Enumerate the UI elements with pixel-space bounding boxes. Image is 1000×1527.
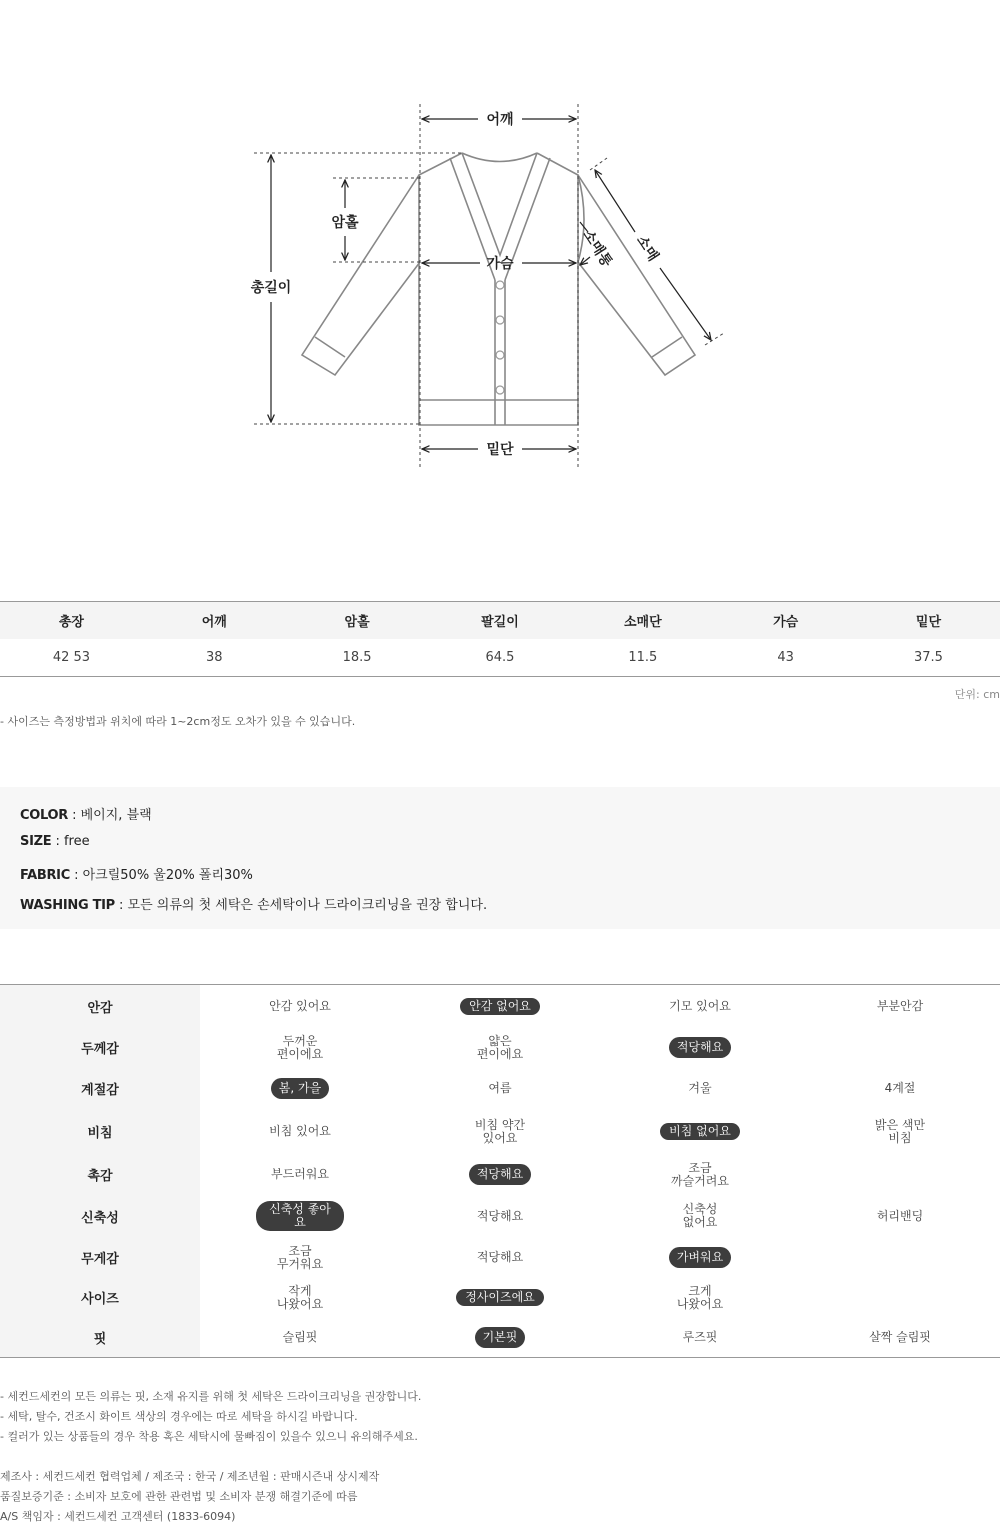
feature-option-cell: [400, 1109, 600, 1154]
feature-row: [0, 1278, 1000, 1317]
feature-option: 비침 약간 있어요: [474, 1117, 526, 1145]
feature-label: 핏: [0, 1317, 200, 1357]
feature-label: 두께감: [0, 1027, 200, 1068]
size-header-cell: 암홀: [344, 615, 370, 630]
feature-option-cell: [200, 1027, 400, 1068]
washing-line: [20, 894, 487, 913]
size-value-cell: 37.5: [914, 650, 943, 665]
color-key: COLOR: [20, 808, 68, 823]
feature-option-selected: 기본핏: [475, 1327, 526, 1348]
feature-option-cell: [200, 1109, 400, 1154]
feature-option-cell: [400, 1278, 600, 1317]
feature-label: 신축성: [0, 1195, 200, 1237]
as-info: A/S 책임자 : 세컨드세컨 고객센터 (1833-6094): [0, 1510, 236, 1523]
feature-option: 두꺼운 편이에요: [276, 1033, 324, 1061]
feature-option-cell: [400, 1027, 600, 1068]
feature-option-cell: [200, 1278, 400, 1317]
feature-option-cell: [800, 1027, 1000, 1068]
size-table: [0, 601, 1000, 677]
fabric-key: FABRIC: [20, 868, 70, 883]
size-header-cell: 밑단: [915, 615, 942, 630]
sleeve-label: 소매: [633, 232, 662, 265]
warranty-info: 품질보증기준 : 소비자 보호에 관한 관련법 및 소비자 분쟁 해결기준에 따름: [0, 1490, 358, 1503]
feature-option-cell: [400, 985, 600, 1027]
feature-option: 허리밴딩: [876, 1208, 924, 1223]
feature-option: 신축성 없어요: [682, 1202, 718, 1229]
total-length-label: 총길이: [250, 280, 292, 296]
feature-row: [0, 985, 1000, 1027]
color-line: [20, 804, 152, 823]
feature-row: [0, 1154, 1000, 1195]
size-line: [20, 834, 90, 849]
feature-option-cell: [600, 1027, 800, 1068]
size-value-cell: 64.5: [485, 650, 515, 665]
feature-row: [0, 1109, 1000, 1154]
feature-option: 겨울: [688, 1081, 712, 1095]
feature-option-cell: [600, 1109, 800, 1154]
feature-row: [0, 1195, 1000, 1237]
feature-option: 조금 까슬거려요: [671, 1160, 729, 1188]
feature-option-cell: [200, 1154, 400, 1195]
size-value-cell: 18.5: [342, 650, 372, 665]
feature-option-cell: [600, 1237, 800, 1278]
feature-option-cell: [600, 1195, 800, 1237]
size-value-cell: 42 53: [52, 650, 91, 665]
feature-option-cell: [400, 1154, 600, 1195]
feature-option: 살짝 슬림핏: [869, 1329, 931, 1344]
size-key: SIZE: [20, 834, 52, 849]
feature-option-cell: [200, 1317, 400, 1357]
color-value: : 베이지, 블랙: [67, 808, 152, 823]
size-header-cell: 소매단: [623, 615, 662, 630]
size-value-cell: 11.5: [628, 650, 658, 665]
feature-option-selected: 신축성 좋아요: [256, 1201, 344, 1231]
feature-label: 촉감: [0, 1154, 200, 1195]
feature-option: 조금 무거워요: [276, 1243, 324, 1271]
size-error-note: - 사이즈는 측정방법과 위치에 따라 1~2cm정도 오차가 있을 수 있습니다.: [0, 715, 356, 728]
feature-option-cell: [800, 1109, 1000, 1154]
feature-option-cell: [200, 1237, 400, 1278]
care-note: - 세컨드세컨의 모든 의류는 핏, 소재 유지를 위해 첫 세탁은 드라이크리닝을 권장합니다.: [0, 1390, 422, 1403]
feature-option-cell: [800, 1195, 1000, 1237]
feature-option-cell: [600, 1317, 800, 1357]
size-value-cell: 43: [777, 650, 794, 665]
feature-option-cell: [600, 985, 800, 1027]
feature-option-cell: [800, 1237, 1000, 1278]
feature-option-selected: 정사이즈에요: [456, 1289, 544, 1306]
product-feature-table: [0, 984, 1000, 1358]
feature-option-cell: [600, 1154, 800, 1195]
shoulder-label: 어깨: [486, 112, 514, 128]
feature-option-cell: [600, 1068, 800, 1109]
washing-value: : 모든 의류의 첫 세탁은 손세탁이나 드라이크리닝을 권장 합니다.: [114, 898, 488, 913]
size-value: : free: [51, 834, 90, 849]
feature-option-cell: [800, 985, 1000, 1027]
size-header-cell: 팔길이: [481, 615, 519, 630]
feature-label: 계절감: [0, 1068, 200, 1109]
size-table-header: [0, 602, 1000, 639]
feature-row: [0, 1027, 1000, 1068]
cuff-arrow-down: [580, 257, 590, 265]
hem-label: 밑단: [486, 442, 514, 458]
feature-option-cell: [400, 1237, 600, 1278]
unit-note: 단위: cm: [954, 688, 1000, 701]
size-value-cell: 38: [205, 650, 223, 665]
washing-key: WASHING TIP: [20, 898, 115, 913]
armhole-label: 암홀: [331, 215, 359, 231]
feature-option-selected: 안감 없어요: [460, 998, 540, 1015]
feature-option: 루즈핏: [682, 1329, 718, 1344]
feature-option-selected: 적당해요: [669, 1037, 731, 1058]
feature-option: 기모 있어요: [669, 998, 731, 1013]
feature-option-selected: 봄, 가을: [271, 1078, 329, 1099]
feature-option: 적당해요: [476, 1250, 524, 1264]
product-info-box: [0, 787, 1000, 929]
feature-label: 무게감: [0, 1237, 200, 1278]
feature-option-cell: [400, 1068, 600, 1109]
care-note: - 세탁, 탈수, 건조시 화이트 색상의 경우에는 따로 세탁을 하시길 바랍니다.: [0, 1410, 358, 1423]
garment-size-diagram: [0, 0, 1000, 560]
feature-option-cell: [800, 1317, 1000, 1357]
feature-option-selected: 가벼워요: [669, 1247, 731, 1268]
cardigan-buttons: [496, 281, 504, 394]
size-header-cell: 어깨: [201, 615, 227, 630]
chest-label: 가슴: [486, 256, 514, 272]
feature-option: 슬림핏: [282, 1329, 318, 1344]
size-header-cell: 총장: [58, 615, 84, 630]
feature-option-cell: [400, 1195, 600, 1237]
size-table-row: [0, 639, 1000, 676]
feature-option-cell: [200, 1195, 400, 1237]
sleeve-arrow-up: [595, 170, 635, 232]
feature-option: 부드러워요: [271, 1167, 329, 1181]
feature-option: 4계절: [884, 1081, 916, 1095]
feature-option: 안감 있어요: [269, 998, 331, 1013]
feature-option-cell: [200, 985, 400, 1027]
feature-option-cell: [400, 1317, 600, 1357]
fabric-line: [20, 864, 253, 883]
feature-option-cell: [800, 1068, 1000, 1109]
maker-info: 제조사 : 세컨드세컨 협력업체 / 제조국 : 한국 / 제조년월 : 판매시즌내 상시제작: [0, 1470, 380, 1483]
feature-row: [0, 1317, 1000, 1357]
feature-label: 안감: [0, 985, 200, 1027]
feature-option: 여름: [488, 1081, 512, 1095]
feature-row: [0, 1237, 1000, 1278]
sleeve-arrow-down: [660, 268, 711, 340]
feature-label: 사이즈: [0, 1278, 200, 1317]
feature-option-cell: [800, 1154, 1000, 1195]
feature-option-cell: [200, 1068, 400, 1109]
feature-option: 밝은 색만 비침: [874, 1117, 926, 1145]
feature-option-cell: [800, 1278, 1000, 1317]
feature-row: [0, 1068, 1000, 1109]
feature-option: 부분안감: [876, 998, 924, 1013]
cuff-label: 소매통: [579, 227, 615, 270]
feature-option-selected: 비침 없어요: [660, 1123, 740, 1140]
feature-option: 적당해요: [476, 1208, 524, 1223]
size-header-cell: 가슴: [773, 615, 799, 630]
feature-option: 얇은 편이에요: [476, 1033, 524, 1061]
feature-option: 비침 있어요: [269, 1124, 331, 1138]
feature-option-selected: 적당해요: [469, 1164, 531, 1185]
fabric-value: : 아크릴50% 울20% 폴리30%: [69, 868, 253, 883]
feature-option: 작게 나왔어요: [276, 1283, 324, 1311]
care-note: - 컬러가 있는 상품들의 경우 착용 혹은 세탁시에 물빠짐이 있을수 있으니 유의해주세요.: [0, 1430, 418, 1443]
feature-option: 크게 나왔어요: [676, 1283, 724, 1311]
feature-option-cell: [600, 1278, 800, 1317]
feature-label: 비침: [0, 1109, 200, 1154]
